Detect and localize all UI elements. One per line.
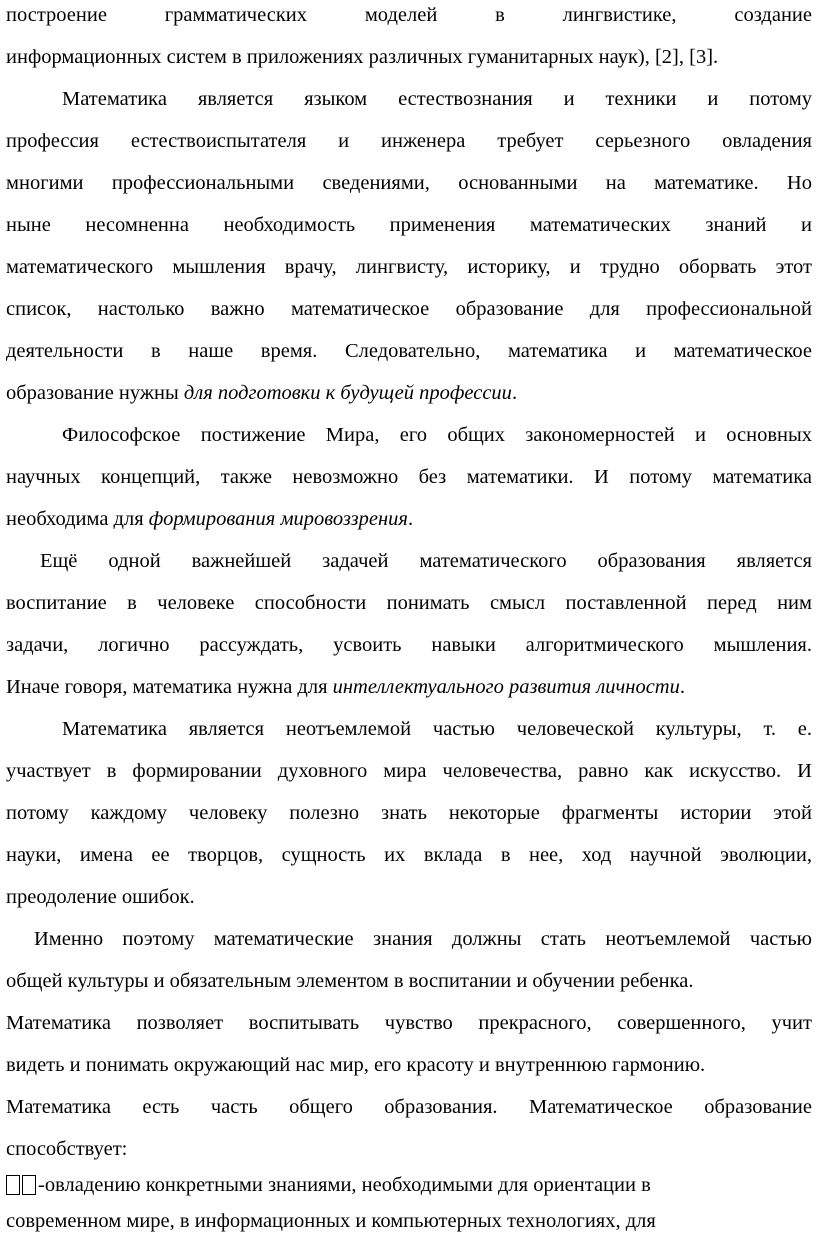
text-line: необходима для формирования мировоззрения.: [6, 508, 414, 530]
text-line: науки, имена ее творцов, сущность их вклада в нее, ход научной эволюции,: [6, 844, 812, 866]
text-line: потому каждому человеку полезно знать некоторые фрагменты истории этой: [6, 802, 812, 824]
bullet-box-icon: [6, 1175, 20, 1195]
text-line: способствует:: [6, 1138, 128, 1160]
text-line: Ещё одной важнейшей задачей математического образования является: [40, 550, 812, 572]
text-line: современном мире, в информационных и компьютерных технологиях, для: [6, 1210, 656, 1232]
list-item: -овладению конкретными знаниями, необходимыми для ориентации в: [6, 1172, 766, 1198]
bullet-box-icon: [22, 1175, 36, 1195]
emphasis-text: для подготовки к будущей профессии: [183, 382, 512, 404]
text-line: деятельности в наше время. Следовательно, математика и математическое: [6, 340, 812, 362]
text-line: математического мышления врачу, лингвисту, историку, и трудно оборвать этот: [6, 256, 812, 278]
text-line: Математика позволяет воспитывать чувство прекрасного, совершенного, учит: [6, 1012, 812, 1034]
text-line: ныне несомненна необходимость применения математических знаний и: [6, 214, 812, 236]
text-line: Именно поэтому математические знания должны стать неотъемлемой частью: [34, 928, 812, 950]
text-line: информационных систем в приложениях различных гуманитарных наук), [2], [3].: [6, 46, 719, 68]
text-line: участвует в формировании духовного мира человечества, равно как искусство. И: [6, 760, 812, 782]
text-line: воспитание в человеке способности понимать смысл поставленной перед ним: [6, 592, 812, 614]
text-line: профессия естествоиспытателя и инженера требует серьезного овладения: [6, 130, 812, 152]
text-line: построение грамматических моделей в лингвистике, создание: [6, 4, 812, 26]
text-line: Математика есть часть общего образования. Математическое образование: [6, 1096, 812, 1118]
text-line: научных концепций, также невозможно без математики. И потому математика: [6, 466, 812, 488]
text-line: преодоление ошибок.: [6, 886, 195, 908]
text-line: список, настолько важно математическое образование для профессиональной: [6, 298, 812, 320]
text-line: Иначе говоря, математика нужна для интеллектуального развития личности.: [6, 676, 685, 698]
text-line: Философское постижение Мира, его общих закономерностей и основных: [62, 424, 812, 446]
emphasis-text: формирования мировоззрения: [148, 508, 408, 530]
text-line: общей культуры и обязательным элементом в воспитании и обучении ребенка.: [6, 970, 694, 992]
text-line: образование нужны для подготовки к будущей профессии.: [6, 382, 518, 404]
text-line: многими профессиональными сведениями, основанными на математике. Но: [6, 172, 812, 194]
text-line: Математика является языком естествознания и техники и потому: [62, 88, 812, 110]
emphasis-text: интеллектуального развития личности: [332, 676, 680, 698]
text-line: задачи, логично рассуждать, усвоить навыки алгоритмического мышления.: [6, 634, 812, 656]
text-line: Математика является неотъемлемой частью человеческой культуры, т. е.: [62, 718, 812, 740]
text-line: видеть и понимать окружающий нас мир, его красоту и внутреннюю гармонию.: [6, 1054, 706, 1076]
